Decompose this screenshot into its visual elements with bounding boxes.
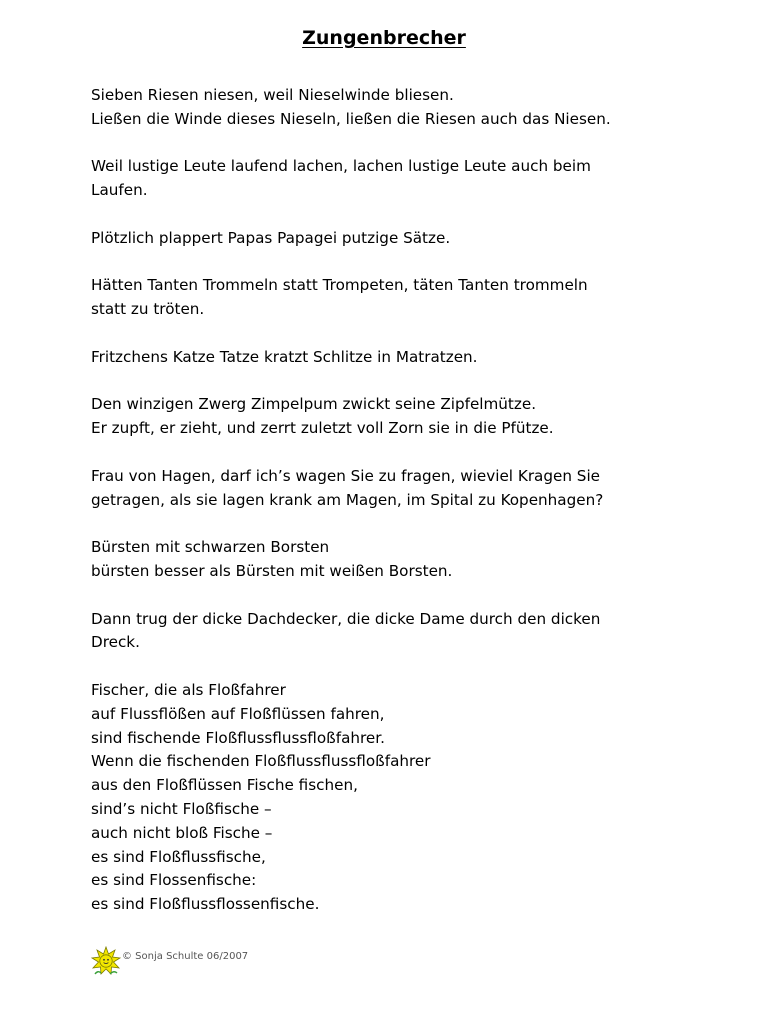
paragraph-10 [91, 679, 691, 917]
text-line: Dreck. [91, 633, 140, 652]
text-line: sind fischende Floßflussflussfloßfahrer. [91, 728, 385, 747]
text-line: Fritzchens Katze Tatze kratzt Schlitze in Matratzen. [91, 347, 478, 366]
paragraph-9 [91, 608, 691, 656]
text-line: Laufen. [91, 181, 148, 200]
paragraph-4 [91, 274, 691, 322]
text-line: Wenn die fischenden Floßflussflussfloßfahrer [91, 752, 431, 771]
text-line: Frau von Hagen, darf ich’s wagen Sie zu fragen, wieviel Kragen Sie [91, 466, 601, 485]
paragraph-6 [91, 393, 691, 441]
text-line: Dann trug der dicke Dachdecker, die dicke Dame durch den dicken [91, 609, 601, 628]
text-line: es sind Floßflussflossenfische. [91, 895, 320, 914]
text-line: auf Flussflößen auf Floßflüssen fahren, [91, 704, 385, 723]
text-line: Bürsten mit schwarzen Borsten [91, 538, 330, 557]
paragraph-5 [91, 346, 691, 370]
text-line: Weil lustige Leute laufend lachen, lachen lustige Leute auch beim [91, 157, 591, 176]
text-line: getragen, als sie lagen krank am Magen, im Spital zu Kopenhagen? [91, 490, 604, 509]
paragraph-2 [91, 155, 691, 203]
text-line: Ließen die Winde dieses Nieseln, ließen die Riesen auch das Niesen. [91, 109, 611, 128]
text-line: Fischer, die als Floßfahrer [91, 680, 286, 699]
paragraph-7 [91, 465, 691, 513]
text-line: Sieben Riesen niesen, weil Nieselwinde bliesen. [91, 86, 454, 104]
text-line: Hätten Tanten Trommeln statt Trompeten, täten Tanten trommeln [91, 276, 588, 295]
text-line: Den winzigen Zwerg Zimpelpum zwickt seine Zipfelmütze. [91, 395, 537, 414]
text-line: statt zu tröten. [91, 300, 205, 319]
footer [90, 946, 248, 976]
text-line: Plötzlich plappert Papas Papagei putzige Sätze. [91, 228, 451, 247]
text-line: aus den Floßflüssen Fische fischen, [91, 776, 358, 795]
sun-icon [90, 946, 122, 976]
copyright-text: © Sonja Schulte 06/2007 [122, 951, 249, 962]
text-line: Er zupft, er zieht, und zerrt zuletzt voll Zorn sie in die Pfütze. [91, 419, 554, 438]
paragraph-8 [91, 536, 691, 584]
text-line: es sind Floßflussfische, [91, 847, 266, 866]
paragraph-3 [91, 227, 691, 251]
text-line: sind’s nicht Floßfische – [91, 799, 272, 818]
text-line: es sind Flossenfische: [91, 871, 257, 890]
text-line: auch nicht bloß Fische – [91, 823, 273, 842]
document-body [91, 84, 691, 917]
paragraph-1 [91, 84, 691, 132]
text-line: bürsten besser als Bürsten mit weißen Borsten. [91, 561, 453, 580]
page-title: Zungenbrecher [302, 27, 466, 49]
